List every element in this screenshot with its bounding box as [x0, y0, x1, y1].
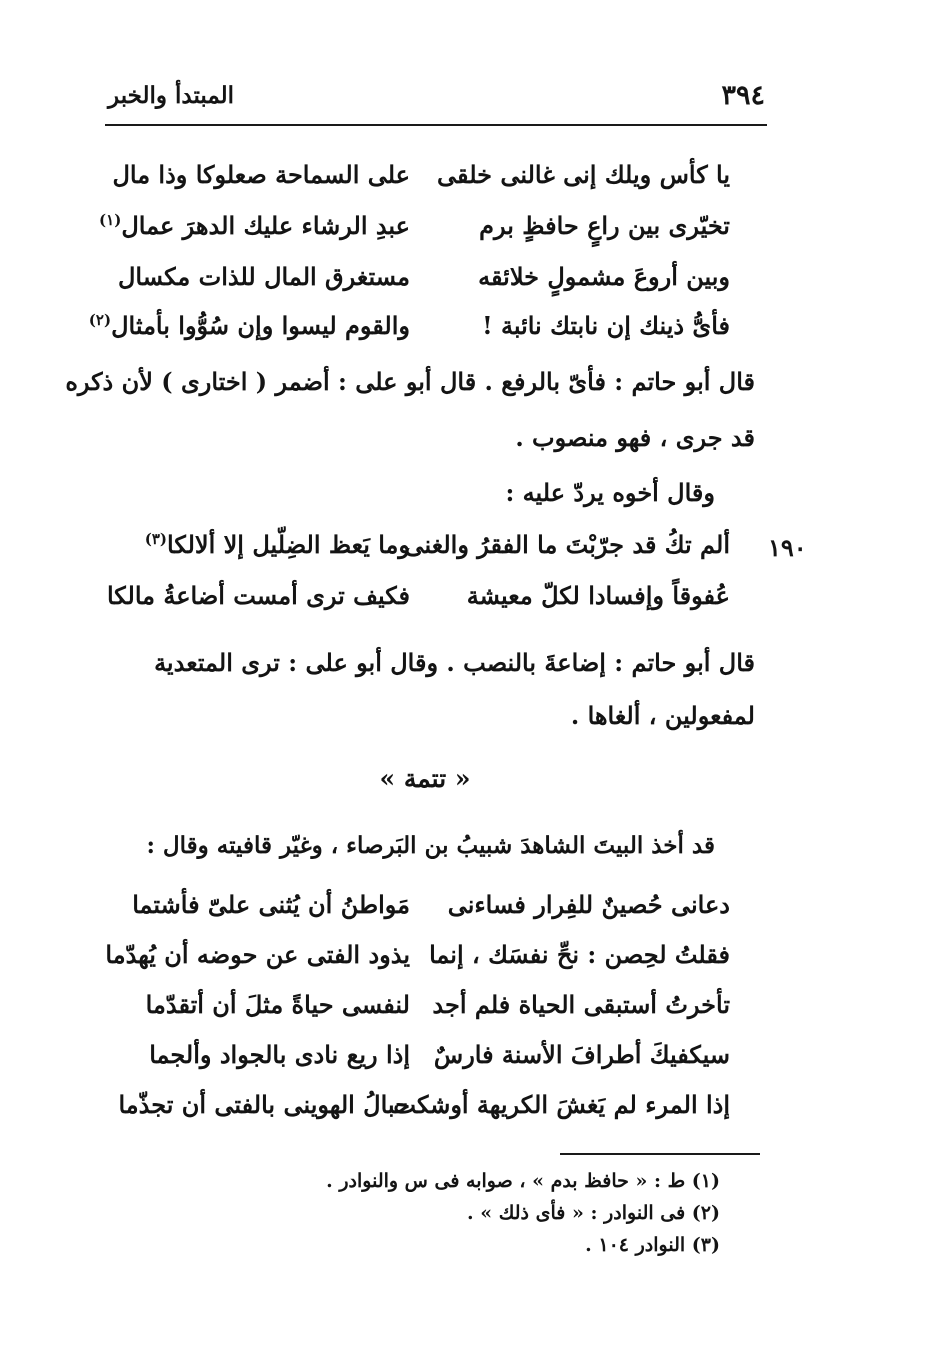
verse-first-hemistich: تأخرتُ أستبقى الحياة فلم أجد [432, 990, 730, 1019]
verse-text: على السماحة صعلوكا وذا مال [112, 160, 410, 189]
footnote-reference: (٢) [88, 311, 112, 329]
commentary-line: لمفعولين ، ألغاها . [570, 701, 755, 730]
verse-first-hemistich: تخيّرى بين راعٍ حافظٍ برم [479, 211, 730, 240]
verse-second-hemistich [99, 211, 410, 240]
verse-first-hemistich: ألم تكُ قد جرّبْتَ ما الفقرُ والغنى [404, 530, 730, 559]
footnote: (٣) النوادر ١٠٤ . [585, 1234, 720, 1256]
verse-line [99, 211, 730, 255]
header-divider [105, 124, 767, 126]
verse-second-hemistich [112, 160, 410, 189]
verse-line [88, 311, 730, 355]
verse-line [106, 581, 730, 625]
verse-number: ١٩٠ [768, 533, 807, 562]
page-number: ٣٩٤ [721, 80, 765, 111]
verse-text: عبدِ الرشاء عليك الدهرَ عمال [121, 211, 410, 240]
verse-second-hemistich [130, 530, 410, 559]
commentary-line: قال أبو حاتم : فأىّ بالرفع . قال أبو على : أضمر ( اختارى ) لأن ذكره [65, 367, 755, 396]
verse-first-hemistich: إذا المرء لم يَغشَ الكريهة أوشكت [393, 1090, 730, 1119]
verse-line [130, 990, 730, 1034]
commentary-line: قال أبو حاتم : إضاعةَ بالنصب . وقال أبو على : ترى المتعدية [154, 648, 755, 677]
verse-introduction: وقال أخوه يردّ عليه : [505, 478, 715, 507]
verse-second-hemistich [117, 262, 410, 291]
verse-first-hemistich: وبين أروعَ مشمولٍ خلائقه [478, 262, 730, 291]
verse-line [130, 530, 730, 574]
verse-text: مستغرق المال للذات مكسال [117, 262, 410, 291]
verse-first-hemistich: دعانى حُصينٌ للفِرار فساءنى [447, 890, 730, 919]
section-title: « تتمة » [379, 764, 471, 793]
verse-second-hemistich: حبالُ الهوينى بالفتى أن تجذّما [118, 1090, 410, 1119]
commentary-line: قد جرى ، فهو منصوب . [515, 423, 755, 452]
verse-first-hemistich: سيكفيكَ أطرافَ الأسنة فارسٌ [433, 1040, 730, 1069]
verse-line [130, 1040, 730, 1084]
verse-text: فكيف ترى أمست أضاعةُ مالكا [106, 581, 410, 610]
verse-first-hemistich: فقلتُ لحِصن : نحِّ نفسَك ، إنما [429, 940, 730, 969]
verse-line [118, 1090, 730, 1134]
verse-text: وما يَعظ الضِلّيل إلا ألالكا [167, 530, 410, 559]
verse-first-hemistich: عُفوقاً وإفسادا لكلّ معيشة [466, 581, 730, 610]
footnote: (٢) فى النوادر : « فأى ذلك » . [467, 1202, 720, 1224]
verse-line [117, 262, 730, 306]
verse-line [105, 940, 730, 984]
verse-second-hemistich [88, 311, 410, 340]
footnote-reference: (٣) [144, 530, 168, 548]
verse-second-hemistich: إذا ريع نادى بالجواد وألجما [149, 1040, 410, 1069]
verse-introduction: قد أخذ البيتَ الشاهدَ شبيبُ بن البَرصاء ، وغيّر قافيته وقال : [146, 832, 715, 859]
footnote: (١) ط : « حافظ بدم » ، صوابه فى س والنوادر . [326, 1170, 720, 1192]
running-head: المبتدأ والخبر [108, 82, 235, 109]
verse-line [130, 890, 730, 934]
verse-first-hemistich: يا كأس ويلك إنى غالنى خلقى [437, 160, 730, 189]
footnote-divider [560, 1153, 760, 1155]
verse-line [112, 160, 730, 204]
verse-second-hemistich: يذود الفتى عن حوضه أن يُهدّما [105, 940, 410, 969]
verse-second-hemistich: مَواطنُ أن يُثنى علىّ فأشتما [132, 890, 410, 919]
verse-second-hemistich [106, 581, 410, 610]
verse-text: والقوم ليسوا وإن سُوُّوا بأمثال [111, 311, 410, 340]
verse-second-hemistich: لنفسى حياةً مثلَ أن أتقدّما [145, 990, 410, 1019]
footnote-reference: (١) [99, 211, 122, 229]
verse-first-hemistich: فأىُّ ذينك إن نابتك نائبة ! [482, 311, 730, 340]
